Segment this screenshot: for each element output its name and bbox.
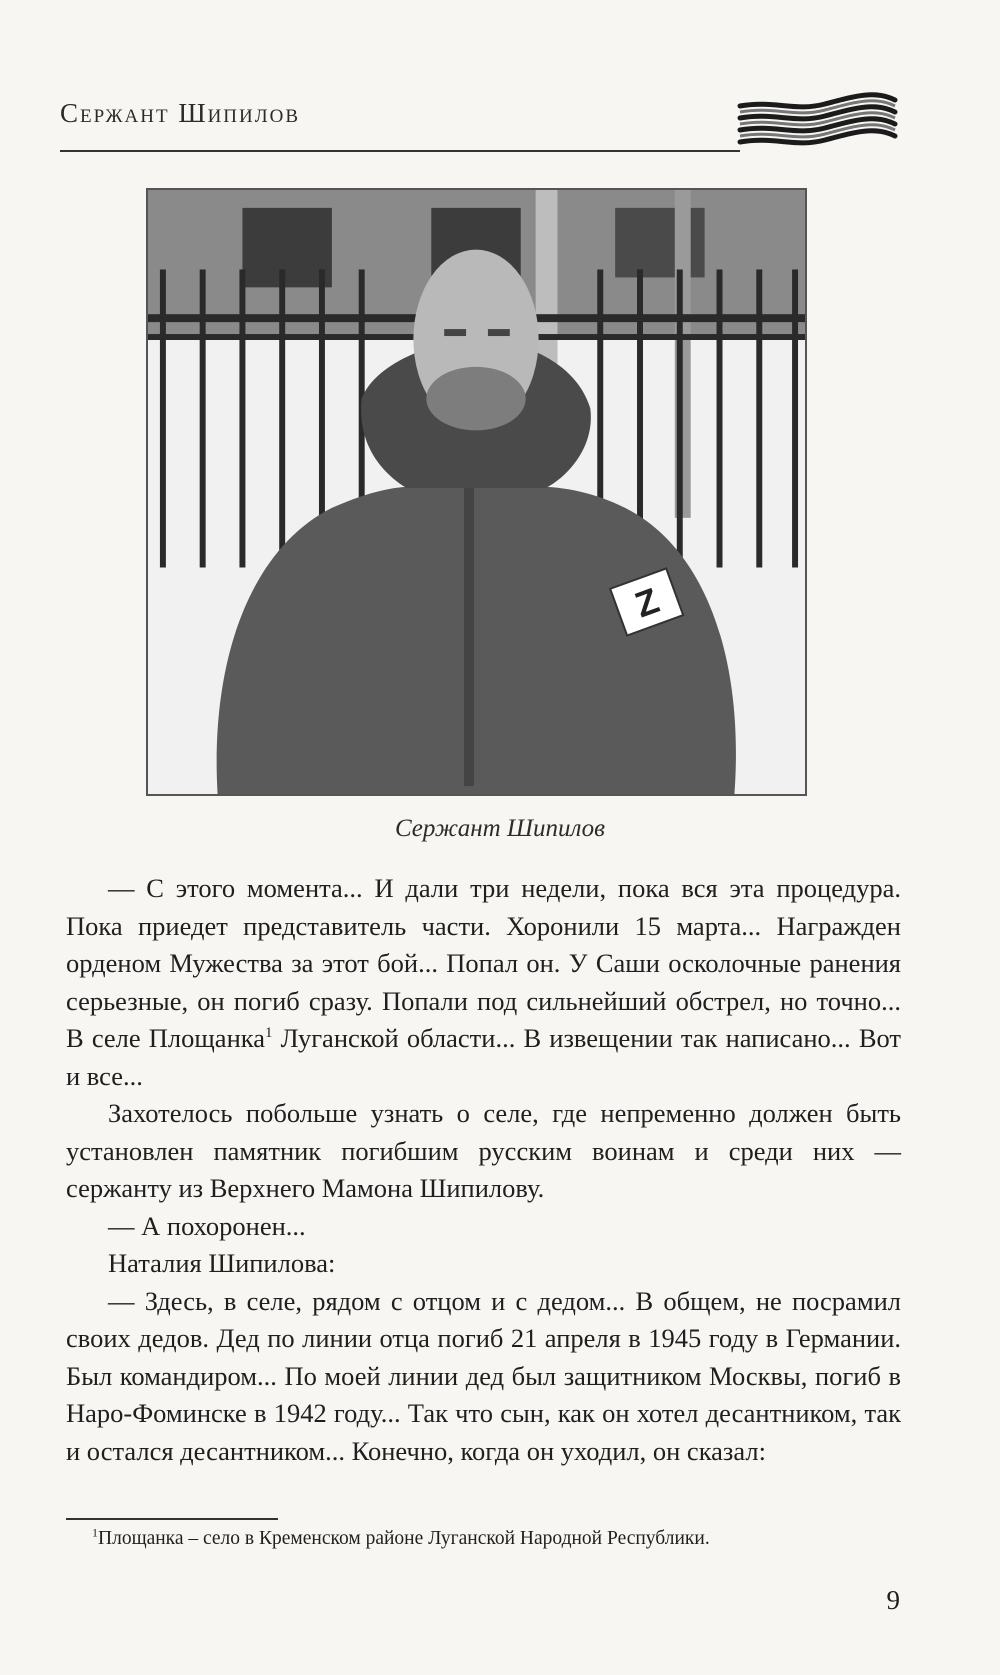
page-number: 9 (886, 1585, 900, 1615)
paragraph: — С этого момента... И дали три недели, пока вся эта процедура. Пока приедет представитель части. Хоронили 15 марта... Награжден орденом Мужества за этот бой... Попал он. У Саши осколочные ранения серьезные, он погиб сразу. Попали под сильнейший обстрел, но точно... В селе Площанка$^1$ Луганской области... В извещении так написано... Вот и все... (66, 873, 901, 1091)
footnote-marker[interactable]: 1 (264, 1025, 273, 1042)
paragraph: — А похоронен... (108, 1210, 306, 1241)
portrait-photo (146, 188, 807, 796)
header-rule (60, 150, 740, 152)
footnote-mark: 1 (92, 1525, 98, 1540)
armband-z: Z (629, 580, 665, 626)
paragraph: Наталия Шипилова: (108, 1248, 336, 1278)
running-header: Сержант Шипилов (60, 98, 301, 128)
photo-caption: Сержант Шипилов (394, 815, 606, 842)
footnote-rule (66, 1518, 278, 1520)
paragraph: Захотелось побольше узнать о селе, где непременно должен быть установлен памятник погибшим русским воинам и среди них — сержанту из Верхнего Мамона Шипилову. (66, 1098, 901, 1203)
body-text (66, 870, 901, 1470)
st-george-ribbon-icon (735, 82, 900, 154)
footnote-text: Площанка – село в Кременском районе Луганской Народной Республики. (98, 1528, 710, 1549)
footnote (66, 1526, 901, 1552)
paragraph: — Здесь, в селе, рядом с отцом и с дедом... В общем, не посрамил своих дедов. Дед по линии отца погиб 21 апреля в 1945 году в Германии. Был командиром... По моей линии дед был защитником Москвы, погиб в Наро-Фоминске в 1942 году... Так что сын, как он хотел десантником, так и остался десантником... Конечно, когда он уходил, он сказал: (66, 1285, 901, 1466)
